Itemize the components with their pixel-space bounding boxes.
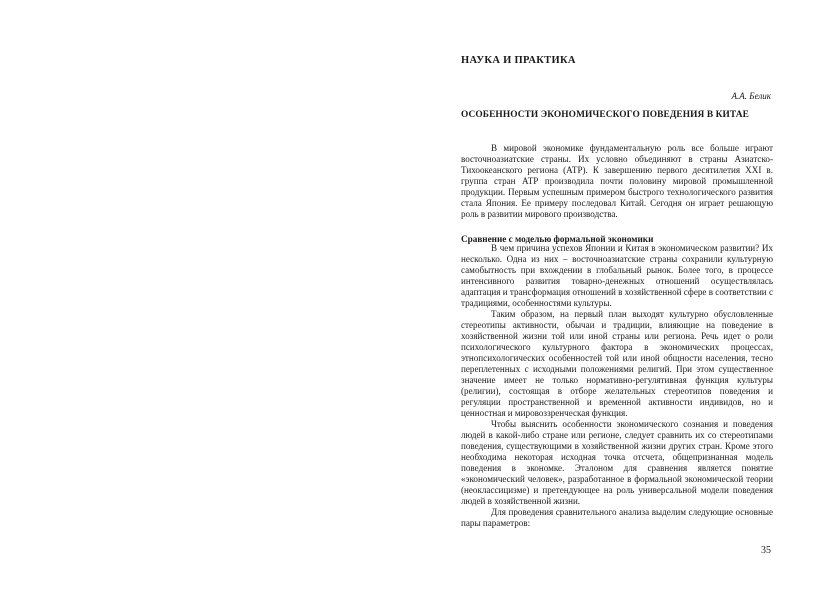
body-block	[461, 243, 773, 529]
intro-paragraph: В мировой экономике фундаментальную роль все больше играют восточноазиатские страны. Их условно объединяют в страны Азиатско-Тихоокеанского региона (АТР). К завершению первого десятилетия XXI в. группа стран АТР производила почти половину мировой промышленной продукции. Первым успешным примером быстрого технологического развития стала Япония. Ее примеру последовал Китай. Сегодня он играет решающую роль в развитии мирового производства.	[461, 143, 773, 219]
article-author: А.А. Белик	[731, 91, 771, 101]
subsection-heading: Сравнение с моделью формальной экономики	[461, 234, 654, 244]
body-paragraph-4: Для проведения сравнительного анализа выделим следующие основные пары параметров:	[461, 507, 773, 528]
body-paragraph-1: В чем причина успехов Японии и Китая в экономическом развитии? Их несколько. Одна из них – восточноазиатские страны сохранили культурную самобытность при вхождении в глобальный рынок. Более того, в процессе интенсивного развития товарно-денежных отношений осуществлялась адаптация и трансформация отношений в хозяйственной сфере в соответствии с традициями, особенностями культуры.	[461, 243, 773, 308]
body-paragraph-3: Чтобы выяснить особенности экономического сознания и поведения людей в какой-либо стране или регионе, следует сравнить их со стереотипами поведения, существующими в хозяйственной жизни других стран. Кроме этого необходима некоторая исходная точка отсчета, общепризнанная модель поведения в экономке. Эталоном для сравнения является понятие «экономический человек», разработанное в формальной экономической теории (неоклассицизме) и претендующее на роль универсальной модели поведения людей в хозяйственной жизни.	[461, 419, 773, 506]
intro-block	[461, 143, 773, 220]
page-number: 35	[761, 545, 771, 556]
article-title: ОСОБЕННОСТИ ЭКОНОМИЧЕСКОГО ПОВЕДЕНИЯ В КИТАЕ	[461, 110, 750, 120]
body-paragraph-2: Таким образом, на первый план выходят культурно обусловленные стереотипы активности, обычаи и традиции, влияющие на поведение в хозяйственной жизни той или иной страны или региона. Речь идет о роли психологического культурного фактора в экономических процессах, этнопсихологических особенностей той или иной общности населения, тесно переплетенных с исходными положениями религий. При этом существенное значение имеет не только нормативно-регулятивная функция культуры (религии), состоящая в отборе желательных стереотипов поведения и регуляции пространственной и временной активности индивидов, но и ценностная и мировоззренческая функция.	[461, 309, 773, 418]
section-heading: НАУКА И ПРАКТИКА	[461, 55, 576, 66]
